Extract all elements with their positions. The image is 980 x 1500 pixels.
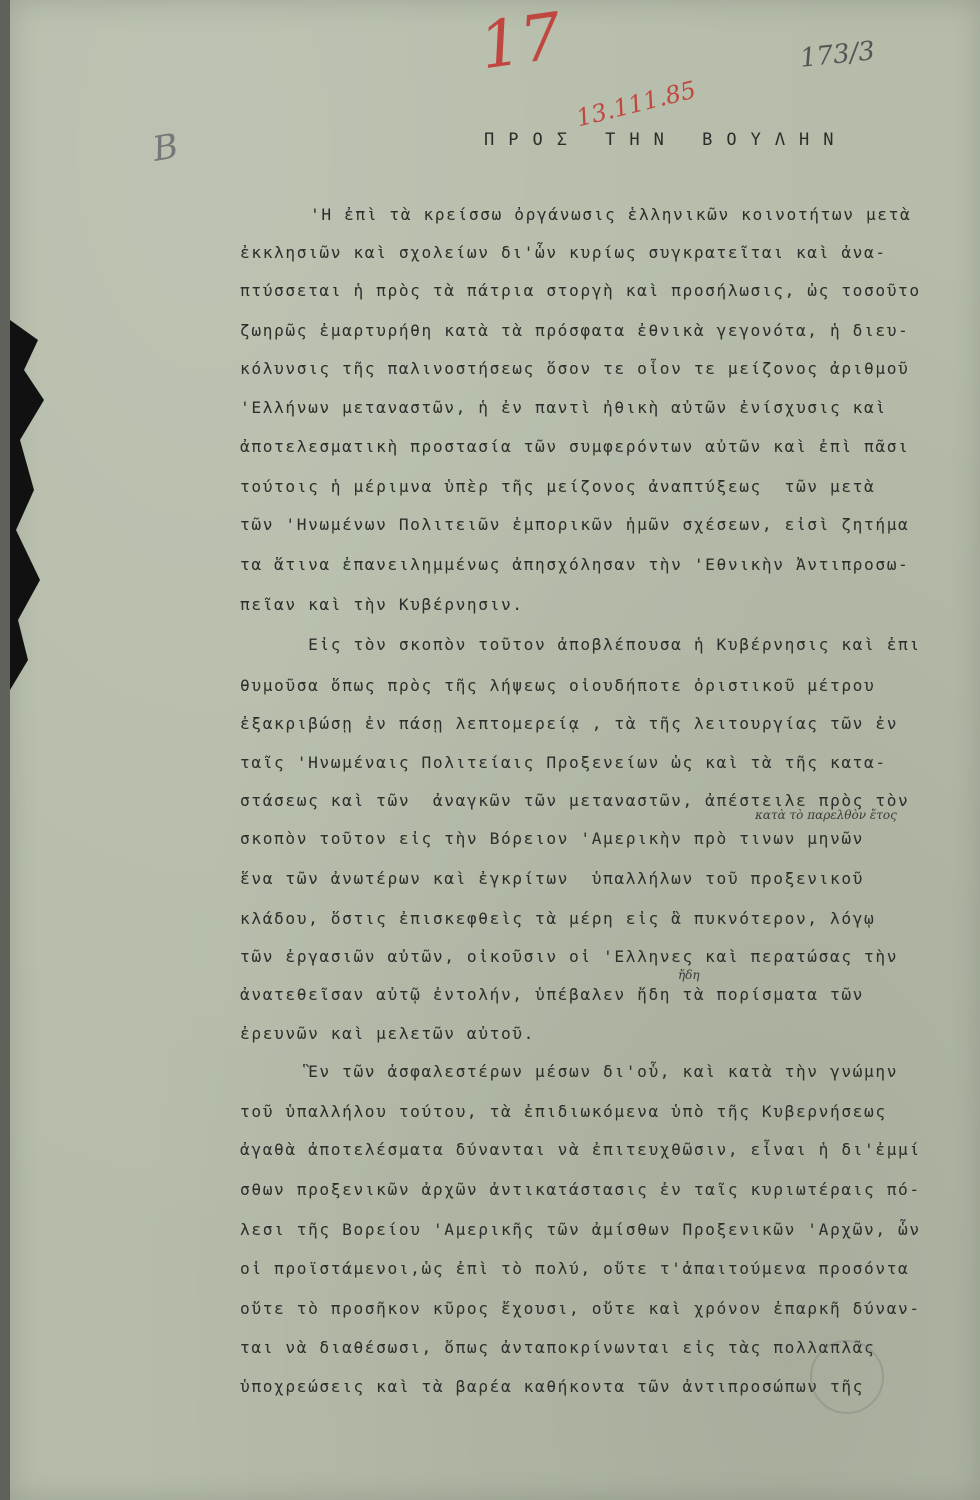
body-line: τοῦ ὑπαλλήλου τούτου, τὰ ἐπιδιωκόμενα ὑπὸ τῆς Κυβερνήσεως: [240, 1102, 887, 1121]
body-line: Ἓν τῶν ἀσφαλεστέρων μέσων δι'οὗ, καὶ κατὰ τὴν γνώμην: [240, 1062, 899, 1081]
document-title: ΠΡΟΣ ΤΗΝ ΒΟΥΛΗΝ: [484, 130, 848, 150]
body-line: οἱ προϊστάμενοι,ὡς ἐπὶ τὸ πολύ, οὔτε τ'ἀπαιτούμενα προσόντα: [240, 1259, 910, 1278]
handwritten-number: 17: [475, 0, 567, 85]
body-line: σκοπὸν τοῦτον εἰς τὴν Βόρειον 'Αμερικὴν πρὸ τινων μηνῶν: [240, 829, 865, 848]
body-line: Εἰς τὸν σκοπὸν τοῦτον ἀποβλέπουσα ἡ Κυβέρνησις καὶ ἐπι: [240, 635, 921, 654]
body-line: ἐξακριβώσῃ ἐν πάσῃ λεπτομερείᾳ , τὰ τῆς λειτουργίας τῶν ἐν: [240, 714, 899, 733]
body-line: τούτοις ἡ μέριμνα ὑπὲρ τῆς μείζονος ἀναπτύξεως τῶν μετὰ: [240, 477, 876, 496]
margin-mark: B: [149, 126, 182, 170]
body-line: ἀποτελεσματικὴ προστασία τῶν συμφερόντων αὐτῶν καὶ ἐπὶ πᾶσι: [240, 437, 910, 456]
body-line: ἐκκλησιῶν καὶ σχολείων δι'ὧν κυρίως συγκρατεῖται καὶ ἀνα-: [240, 243, 887, 262]
handwritten-insertion: ἤδη: [678, 968, 700, 982]
body-line: ἀγαθὰ ἀποτελέσματα δύνανται νὰ ἐπιτευχθῶσιν, εἶναι ἡ δι'ἐμμί: [240, 1140, 921, 1159]
document-page: [10, 0, 980, 1500]
body-line: πτύσσεται ἡ πρὸς τὰ πάτρια στοργὴ καὶ προσήλωσις, ὡς τοσοῦτο: [240, 281, 921, 300]
body-line: ζωηρῶς ἐμαρτυρήθη κατὰ τὰ πρόσφατα ἐθνικὰ γεγονότα, ἡ διευ-: [240, 321, 910, 340]
body-line: ἐρευνῶν καὶ μελετῶν αὐτοῦ.: [240, 1024, 535, 1043]
body-line: λεσι τῆς Βορείου 'Αμερικῆς τῶν ἀμίσθων Προξενικῶν 'Αρχῶν, ὧν: [240, 1220, 921, 1239]
body-line: κλάδου, ὅστις ἐπισκεφθεὶς τὰ μέρη εἰς ἃ πυκνότερον, λόγῳ: [240, 909, 876, 928]
handwritten-date: 13.111.85: [573, 75, 699, 133]
body-line: κόλυνσις τῆς παλινοστήσεως ὅσον τε οἷον τε μείζονος ἀριθμοῦ: [240, 359, 910, 378]
handwritten-insertion: κατὰ τὸ παρελθὸν ἔτος: [755, 808, 897, 822]
body-line: τα ἅτινα ἐπανειλημμένως ἀπησχόλησαν τὴν 'Εθνικὴν Ἀντιπροσω-: [240, 555, 910, 574]
body-line: σθων προξενικῶν ἀρχῶν ἀντικατάστασις ἐν ταῖς κυριωτέραις πό-: [240, 1180, 921, 1199]
body-line: ἀνατεθεῖσαν αὐτῷ ἐντολήν, ὑπέβαλεν ἤδη τὰ πορίσματα τῶν: [240, 985, 865, 1004]
body-line: 'Ελλήνων μεταναστῶν, ἡ ἐν παντὶ ἠθικὴ αὐτῶν ἐνίσχυσις καὶ: [240, 398, 887, 417]
body-line: θυμοῦσα ὅπως πρὸς τῆς λήψεως οἱουδήποτε ὁριστικοῦ μέτρου: [240, 676, 876, 695]
body-line: ὑποχρεώσεις καὶ τὰ βαρέα καθήκοντα τῶν ἀντιπροσώπων τῆς: [240, 1377, 865, 1396]
catalog-number: 173/3: [798, 36, 877, 74]
body-line: ται νὰ διαθέσωσι, ὅπως ἀνταποκρίνωνται εἰς τὰς πολλαπλᾶς: [240, 1338, 876, 1357]
torn-edge-damage: [10, 300, 50, 700]
body-line: ἕνα τῶν ἀνωτέρων καὶ ἐγκρίτων ὑπαλλήλων τοῦ προξενικοῦ: [240, 869, 865, 888]
body-line: πεῖαν καὶ τὴν Κυβέρνησιν.: [240, 595, 524, 614]
archive-stamp: [810, 1340, 884, 1414]
body-line: ταῖς 'Ηνωμέναις Πολιτείαις Προξενείων ὡς καὶ τὰ τῆς κατα-: [240, 753, 887, 772]
body-line: τῶν ἐργασιῶν αὐτῶν, οἰκοῦσιν οἱ 'Ελληνες καὶ περατώσας τὴν: [240, 947, 899, 966]
body-line: οὔτε τὸ προσῆκον κῦρος ἔχουσι, οὔτε καὶ χρόνον ἐπαρκῆ δύναν-: [240, 1299, 921, 1318]
body-line: τῶν 'Ηνωμένων Πολιτειῶν ἐμπορικῶν ἡμῶν σχέσεων, εἰσὶ ζητήμα: [240, 515, 910, 534]
body-line: 'Η ἐπὶ τὰ κρείσσω ὀργάνωσις ἑλληνικῶν κοινοτήτων μετὰ: [310, 205, 912, 224]
body-line: στάσεως καὶ τῶν ἀναγκῶν τῶν μεταναστῶν, ἀπέστειλε πρὸς τὸν: [240, 791, 910, 810]
